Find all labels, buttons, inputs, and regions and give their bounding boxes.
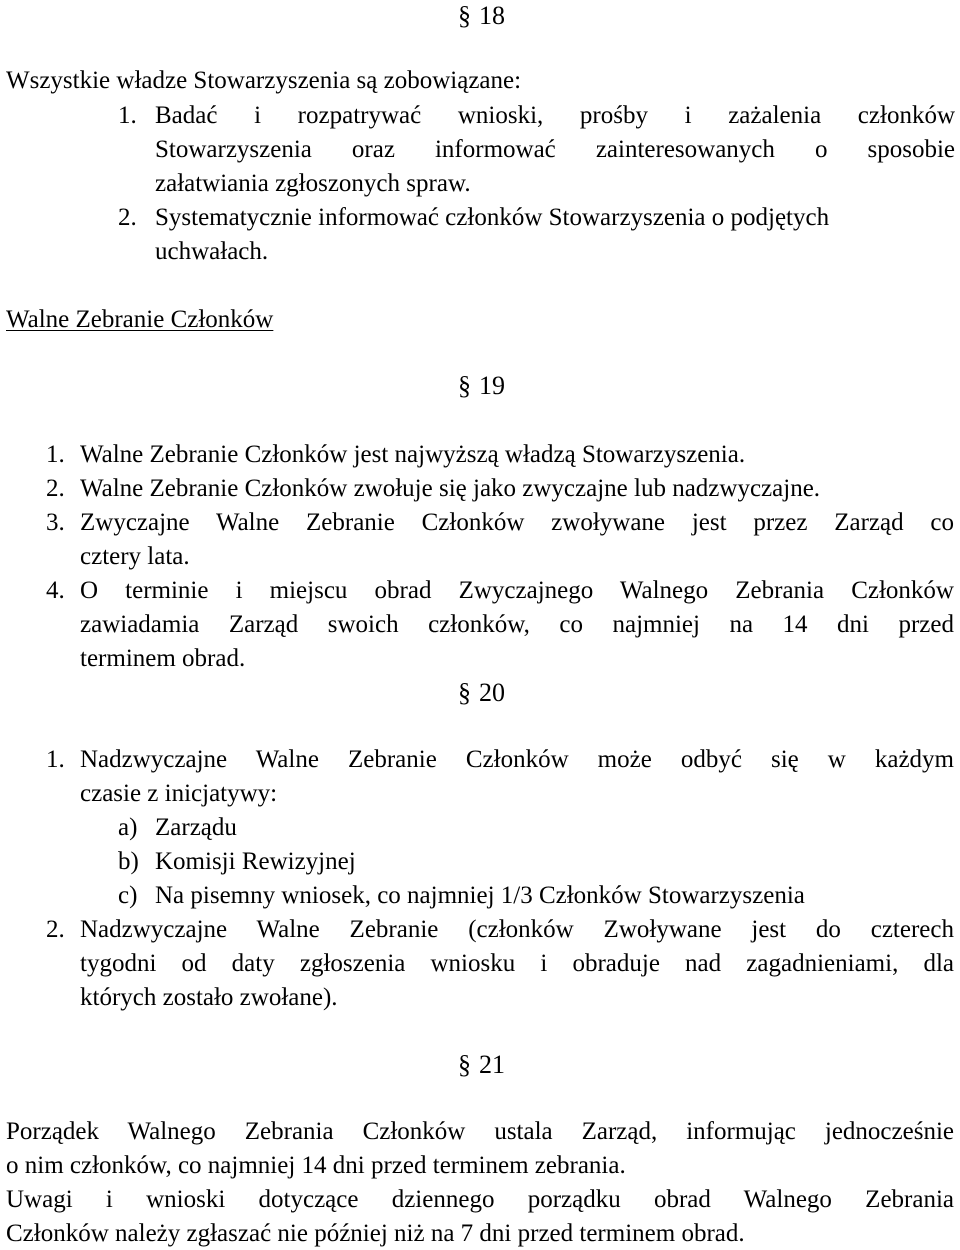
section-symbol: § xyxy=(458,1050,471,1079)
list-item-text: załatwiania zgłoszonych spraw. xyxy=(155,170,471,197)
sub-item-label: c) xyxy=(118,882,138,909)
list-number: 2. xyxy=(118,204,137,231)
sub-item-text: Komisji Rewizyjnej xyxy=(155,848,356,875)
section-symbol: § xyxy=(458,678,471,707)
list-number: 2. xyxy=(46,916,65,943)
sub-item-label: a) xyxy=(118,814,138,841)
section-symbol: § xyxy=(458,1,471,30)
section-number: 21 xyxy=(479,1050,505,1079)
list-item-text: O terminie i miejscu obrad Zwyczajnego Walnego Zebrania Członków xyxy=(80,577,954,604)
sub-item-label: b) xyxy=(118,848,139,875)
section-21-heading xyxy=(458,1050,505,1080)
list-item-text: cztery lata. xyxy=(80,543,190,570)
section-number: 20 xyxy=(479,678,505,707)
list-item-text: Stowarzyszenia oraz informować zainteresowanych o sposobie xyxy=(155,136,955,163)
paragraph-line: Uwagi i wnioski dotyczące dziennego porządku obrad Walnego Zebrania xyxy=(6,1186,954,1213)
list-number: 1. xyxy=(118,102,137,129)
list-item-text: Nadzwyczajne Walne Zebranie Członków może odbyć się w każdym xyxy=(80,746,954,773)
chapter-heading: Walne Zebranie Członków xyxy=(6,306,274,333)
list-item-text: Systematycznie informować członków Stowarzyszenia o podjętych xyxy=(155,204,830,231)
list-item-text: Nadzwyczajne Walne Zebranie (członków Zwoływane jest do czterech xyxy=(80,916,954,943)
section-19-heading xyxy=(458,371,505,401)
paragraph-line: Porządek Walnego Zebrania Członków ustala Zarząd, informując jednocześnie xyxy=(6,1118,954,1145)
paragraph-line: o nim członków, co najmniej 14 dni przed terminem zebrania. xyxy=(6,1152,626,1179)
section-18-intro: Wszystkie władze Stowarzyszenia są zobowiązane: xyxy=(6,67,522,94)
list-item-text: czasie z inicjatywy: xyxy=(80,780,278,807)
section-symbol: § xyxy=(458,371,471,400)
list-number: 1. xyxy=(46,746,65,773)
list-item-text: Walne Zebranie Członków zwołuje się jako zwyczajne lub nadzwyczajne. xyxy=(80,475,821,502)
list-number: 1. xyxy=(46,441,65,468)
list-item-text: Zwyczajne Walne Zebranie Członków zwoływane jest przez Zarząd co xyxy=(80,509,954,536)
sub-item-text: Zarządu xyxy=(155,814,237,841)
section-number: 18 xyxy=(479,1,505,30)
list-item-text: których zostało zwołane). xyxy=(80,984,338,1011)
list-number: 4. xyxy=(46,577,65,604)
list-item-text: tygodni od daty zgłoszenia wniosku i obraduje nad zagadnieniami, dla xyxy=(80,950,954,977)
list-item-text: zawiadamia Zarząd swoich członków, co najmniej na 14 dni przed xyxy=(80,611,954,638)
section-number: 19 xyxy=(479,371,505,400)
list-item-text: uchwałach. xyxy=(155,238,269,265)
paragraph-line: Członków należy zgłaszać nie później niż na 7 dni przed terminem obrad. xyxy=(6,1220,745,1247)
section-18-heading xyxy=(458,1,505,31)
list-item-text: terminem obrad. xyxy=(80,645,246,672)
list-item-text: Walne Zebranie Członków jest najwyższą władzą Stowarzyszenia. xyxy=(80,441,746,468)
list-number: 3. xyxy=(46,509,65,536)
list-number: 2. xyxy=(46,475,65,502)
sub-item-text: Na pisemny wniosek, co najmniej 1/3 Członków Stowarzyszenia xyxy=(155,882,805,909)
list-item-text: Badać i rozpatrywać wnioski, prośby i zażalenia członków xyxy=(155,102,955,129)
section-20-heading xyxy=(458,678,505,708)
